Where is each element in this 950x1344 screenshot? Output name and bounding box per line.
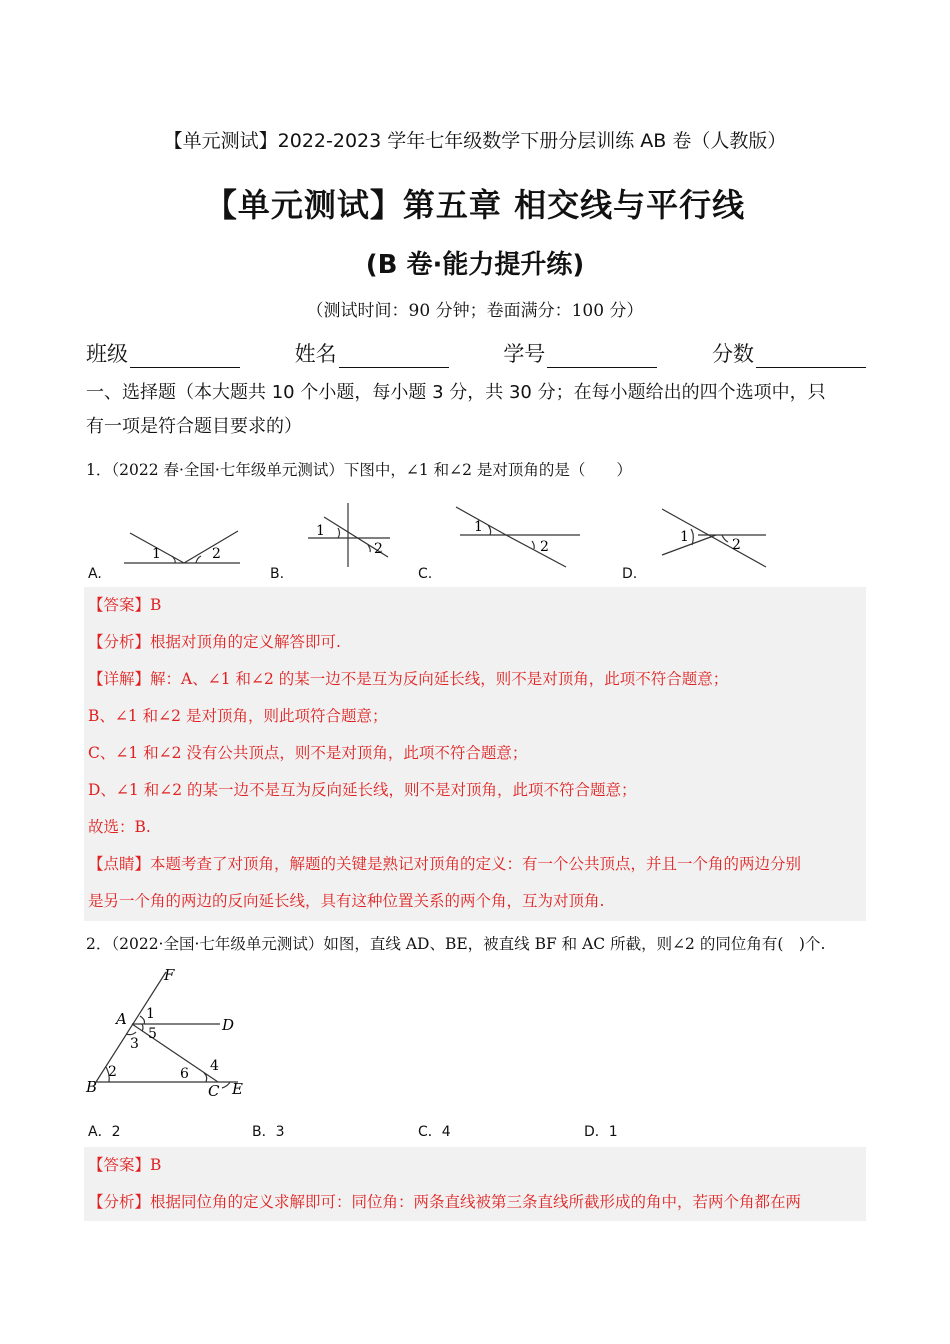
figure-b-label-2: 2 (374, 541, 383, 557)
angle-3-label: 3 (130, 1036, 139, 1052)
section-heading (86, 376, 871, 444)
point-e-label: E (232, 1080, 243, 1098)
question-1-stem: 1．（2022 春·全国·七年级单元测试）下图中，∠1 和∠2 是对顶角的是（ ） (86, 461, 632, 479)
q1-comment-line-2: 是另一个角的两边的反向延长线，具有这种位置关系的两个角，互为对顶角. (88, 892, 605, 910)
figure-c-label-2: 2 (540, 539, 549, 555)
figure-b-label-1: 1 (316, 523, 325, 539)
series-header: 【单元测试】2022-2023 学年七年级数学下册分层训练 AB 卷（人教版） (163, 130, 787, 152)
question-2-figure (80, 962, 260, 1102)
figure-b-arc-1 (338, 528, 340, 538)
question-2-stem: 2．（2022·全国·七年级单元测试）如图，直线 AD、BE，被直线 BF 和 AC 所截，则∠2 的同位角有( )个. (86, 935, 826, 953)
q1-option-d[interactable]: D. (622, 566, 638, 582)
figure-c-lower-slanted-line (506, 535, 566, 567)
question-2-solution (84, 1147, 866, 1221)
figure-a-arc-2 (196, 556, 201, 563)
point-a-label: A (116, 1010, 127, 1028)
page-subtitle: (B 卷·能力提升练) (365, 250, 585, 280)
q2-option-d[interactable]: D．1 (584, 1124, 618, 1140)
q1-analysis-tag: 【分析】 (88, 633, 151, 651)
figure-d-slanted-line-1 (662, 509, 766, 567)
q1-detail-line-5: 故选：B. (88, 818, 151, 836)
figure-a-label-2: 2 (212, 546, 221, 562)
question-1-solution (84, 587, 866, 921)
figure-a-right-line (184, 531, 238, 563)
q1-detail-line-4: D、∠1 和∠2 的某一边不是互为反向延长线，则不是对顶角，此项不符合题意； (88, 781, 637, 799)
figure-c (456, 507, 580, 567)
figure-d-slanted-line-2 (662, 535, 716, 555)
point-c-label: C (208, 1082, 220, 1100)
angle-1-label: 1 (146, 1006, 155, 1022)
class-field[interactable] (86, 338, 240, 368)
q1-detail-tag: 【详解】 (88, 670, 151, 688)
angle-4-label: 4 (210, 1058, 219, 1074)
figure-c-arc-2 (532, 541, 534, 549)
figure-d-label-2: 2 (732, 537, 741, 553)
figure-d (662, 509, 766, 567)
q2-analysis-tag: 【分析】 (88, 1193, 151, 1211)
page-title: 【单元测试】第五章 相交线与平行线 (204, 186, 746, 224)
point-f-label: F (164, 966, 175, 984)
score-field[interactable] (712, 338, 866, 368)
q1-detail-line-1: 解：A、∠1 和∠2 的某一边不是互为反向延长线，则不是对顶角，此项不符合题意； (150, 670, 729, 688)
q1-comment-tag: 【点睛】 (88, 855, 151, 873)
angle-1-arc (140, 1016, 145, 1024)
q1-detail-line-2: B、∠1 和∠2 是对顶角，则此项符合题意； (88, 707, 388, 725)
q1-comment-line-1: 本题考查了对顶角，解题的关键是熟记对顶角的定义：有一个公共顶点，并且一个角的两边分别 (150, 855, 802, 873)
student-no-label: 学号 (503, 342, 546, 366)
figure-a-arc-1 (172, 556, 175, 563)
test-info: （测试时间：90 分钟；卷面满分：100 分） (306, 301, 644, 321)
q1-answer: B (150, 596, 162, 614)
score-label: 分数 (711, 342, 754, 366)
angle-5-arc (142, 1024, 143, 1031)
point-b-label: B (86, 1078, 98, 1096)
figure-d-arc-2 (722, 535, 728, 542)
q1-detail-line-3: C、∠1 和∠2 没有公共顶点，则不是对顶角，此项不符合题意； (88, 744, 528, 762)
figure-a-label-1: 1 (152, 546, 161, 562)
student-no-blank[interactable] (547, 347, 657, 368)
q1-option-b[interactable]: B. (270, 566, 285, 582)
score-blank[interactable] (756, 347, 866, 368)
student-no-field[interactable] (503, 338, 657, 368)
q1-answer-tag: 【答案】 (88, 596, 151, 614)
angle-4-arc (222, 1082, 230, 1088)
q1-option-c[interactable]: C. (418, 566, 433, 582)
section-line-2: 有一项是符合题目要求的） (86, 416, 302, 437)
q2-answer-tag: 【答案】 (88, 1156, 151, 1174)
q2-answer: B (150, 1156, 162, 1174)
q1-option-a[interactable]: A. (88, 566, 102, 582)
q2-option-a[interactable]: A．2 (88, 1124, 121, 1140)
class-blank[interactable] (130, 347, 240, 368)
angle-6-label: 6 (180, 1066, 189, 1082)
figure-d-label-1: 1 (680, 529, 689, 545)
student-info-row (86, 338, 866, 368)
class-label: 班级 (86, 342, 128, 366)
angle-2-label: 2 (108, 1064, 117, 1080)
angle-5-label: 5 (148, 1026, 157, 1042)
figure-a (124, 531, 240, 563)
name-blank[interactable] (339, 347, 449, 368)
figure-c-label-1: 1 (474, 519, 483, 535)
q2-option-b[interactable]: B．3 (252, 1124, 285, 1140)
q2-analysis: 根据同位角的定义求解即可：同位角：两条直线被第三条直线所截形成的角中，若两个角都在两 (150, 1193, 802, 1211)
q1-analysis: 根据对顶角的定义解答即可. (150, 633, 341, 651)
question-1-figures (86, 495, 806, 585)
name-field[interactable] (295, 338, 449, 368)
figure-d-arc-1 (691, 529, 693, 545)
point-d-label: D (222, 1016, 235, 1034)
section-line-1: 一、选择题（本大题共 10 个小题，每小题 3 分，共 30 分；在每小题给出的四个选项中，只 (86, 382, 826, 403)
q2-option-c[interactable]: C．4 (418, 1124, 451, 1140)
name-label: 姓名 (294, 342, 337, 366)
